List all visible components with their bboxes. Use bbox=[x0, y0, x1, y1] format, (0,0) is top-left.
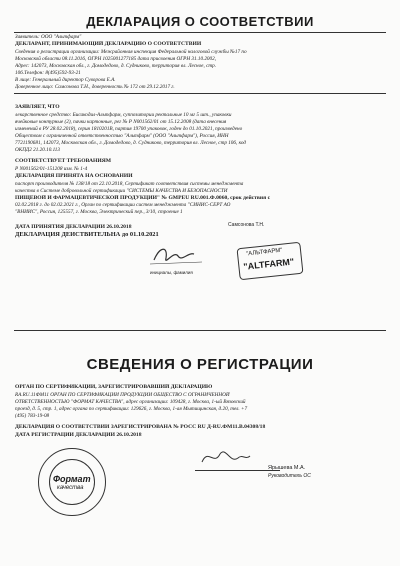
company-stamp bbox=[237, 242, 304, 281]
head-caption: Руководитель ОС bbox=[268, 473, 311, 479]
head-name: Ярышева М.А. bbox=[268, 465, 306, 471]
signature-mark bbox=[148, 240, 208, 270]
basis-heading: ДЕКЛАРАЦИЯ ПРИНЯТА НА ОСНОВАНИИ bbox=[15, 173, 133, 179]
product-line-4: Обществом с ограниченной ответственностью "Альтфарм" (ООО "Альтфарм"), Россия, ИНН bbox=[15, 133, 229, 139]
section-divider bbox=[14, 93, 386, 94]
organ-line-4: (495) 783-19-08 bbox=[15, 413, 50, 419]
organ-line-2: ОТВЕТСТВЕННОСТЬЮ "ФОРМАТ КАЧЕСТВА", адрес организации: 109428, г. Москва, 1-ый Вязовский bbox=[15, 399, 246, 405]
organ-line-1: RA.RU.11ФМ11 ОРГАН ПО СЕРТИФИКАЦИИ ПРОДУКЦИИ ОБЩЕСТВО С ОГРАНИЧЕННОЙ bbox=[15, 392, 230, 398]
valid-until: ДЕКЛАРАЦИЯ ДЕЙСТВИТЕЛЬНА до 01.10.2021 bbox=[15, 232, 159, 238]
product-line-2: ячейковые контурные (2), пачки картонные, рег № Р N001562/01 от 15.12.2008 (дата внесения bbox=[15, 119, 227, 125]
product-line-6: ОКПД2 21.20.10.113 bbox=[15, 147, 60, 153]
organ-heading: ОРГАН ПО СЕРТИФИКАЦИИ, ЗАРЕГИСТРИРОВАВШИЙ ДЕКЛАРАЦИЮ bbox=[15, 384, 213, 390]
registration-title: СВЕДЕНИЯ О РЕГИСТРАЦИИ bbox=[86, 356, 314, 373]
basis-line-5: "ВНИИС", Россия, 125557, г. Москва, Электрический пер., 3/10, строение 1 bbox=[15, 209, 183, 215]
trustee-line: Доверенное лицо: Самсонова Т.Н., доверенность № 172 от 29.12.2017 г. bbox=[15, 84, 175, 90]
applicant-line: Заявитель: ООО "Альтфарм" bbox=[15, 34, 82, 40]
registration-date: ДАТА РЕГИСТРАЦИИ ДЕКЛАРАЦИИ 26.10.2018 bbox=[15, 432, 142, 438]
reg-info-line-2: Московской области 08.11.2016, ОГРН 1025001277185 дата присвоения ОГРН 31.10.2002, bbox=[15, 56, 217, 62]
director-line: В лице: Генеральный директор Суворова Е.А. bbox=[15, 77, 116, 83]
registration-number: ДЕКЛАРАЦИЯ О СООТВЕТСТВИИ ЗАРЕГИСТРИРОВАНА № РОСС RU Д-RU.ФМ11.В.04308/18 bbox=[15, 424, 266, 430]
seal-text-bottom: качества bbox=[57, 485, 84, 491]
title-divider bbox=[14, 32, 386, 33]
date-accepted: ДАТА ПРИНЯТИЯ ДЕКЛАРАЦИИ 26.10.2018 bbox=[15, 224, 132, 230]
certification-seal bbox=[38, 448, 106, 516]
registration-divider bbox=[14, 330, 386, 331]
organ-line-3: проезд, д. 5, стр. 1, адрес органа по сертификации: 129626, г. Москва, 1-ая Мытищинская, д.20, тел. +7 bbox=[15, 406, 248, 412]
product-line-1: лекарственное средство: Бисакодил-Альтфарм, суппозитории ректальные 10 мг 5 шт., упаковки bbox=[15, 112, 232, 118]
stamp-text: "АЛЬТФАРМ" bbox=[245, 247, 283, 258]
product-line-5: 7721190681, 142073, Московская обл., г. Домодедово, д. Судниково, территория вл. Лесное, стр 106, код bbox=[15, 140, 246, 146]
basis-line-1: паспорт производителя № 138/18 от 22.10.2018, Сертификат соответствия системы менеджмента bbox=[15, 181, 244, 187]
basis-line-2: качества в Системе добровольной сертификации "СИСТЕМЫ КАЧЕСТВА И БЕЗОПАСНОСТИ bbox=[15, 188, 228, 194]
document-title: ДЕКЛАРАЦИЯ О СООТВЕТСТВИИ bbox=[86, 14, 314, 29]
reg-info-line-1: Сведения о регистрации организации: Межрайонная инспекция Федеральной налоговой службы №17 по bbox=[15, 49, 247, 55]
conforms-line: Р N001562/01-151208 изм. № 1-4 bbox=[15, 166, 88, 172]
conforms-heading: СООТВЕТСТВУЕТ ТРЕБОВАНИЯМ bbox=[15, 158, 112, 164]
address-line-2: 106.Телефон: 8(495)592-93-21 bbox=[15, 70, 81, 76]
declares-heading: ЗАЯВЛЯЕТ, ЧТО bbox=[15, 104, 60, 110]
stamp-large-text: "ALTFARM" bbox=[242, 256, 295, 272]
basis-line-4: 02.02.2018 г. до 02.02.2021 г., Орган по сертификации систем менеджмента "СИНИС-СЕРТ АО bbox=[15, 202, 231, 208]
product-line-3: изменений в РУ 28.02.2018), серия 1810201В, партия 19700 упаковок, годен до 01.10.2021, произведено bbox=[15, 126, 243, 132]
basis-line-3: ПИЩЕВОЙ И ФАРМАЦЕВТИЧЕСКОЙ ПРОДУКЦИИ" № GMPEU RU.001.Ф.0060, срок действия с bbox=[15, 195, 271, 201]
head-signature-mark bbox=[198, 444, 254, 470]
address-line-1: Адрес: 142073, Московская обл., г. Домодедово, д. Судниково, территория вл. Лесное, стр. bbox=[15, 63, 217, 69]
signature-caption: инициалы, фамилия bbox=[150, 270, 193, 275]
declarant-heading: ДЕКЛАРАНТ, ПРИНИМАЮЩИЙ ДЕКЛАРАЦИЮ О СООТВЕТСТВИИ bbox=[15, 41, 202, 47]
seal-text-top: Формат bbox=[53, 474, 91, 484]
signer-name: Самсонова Т.Н. bbox=[228, 222, 265, 228]
